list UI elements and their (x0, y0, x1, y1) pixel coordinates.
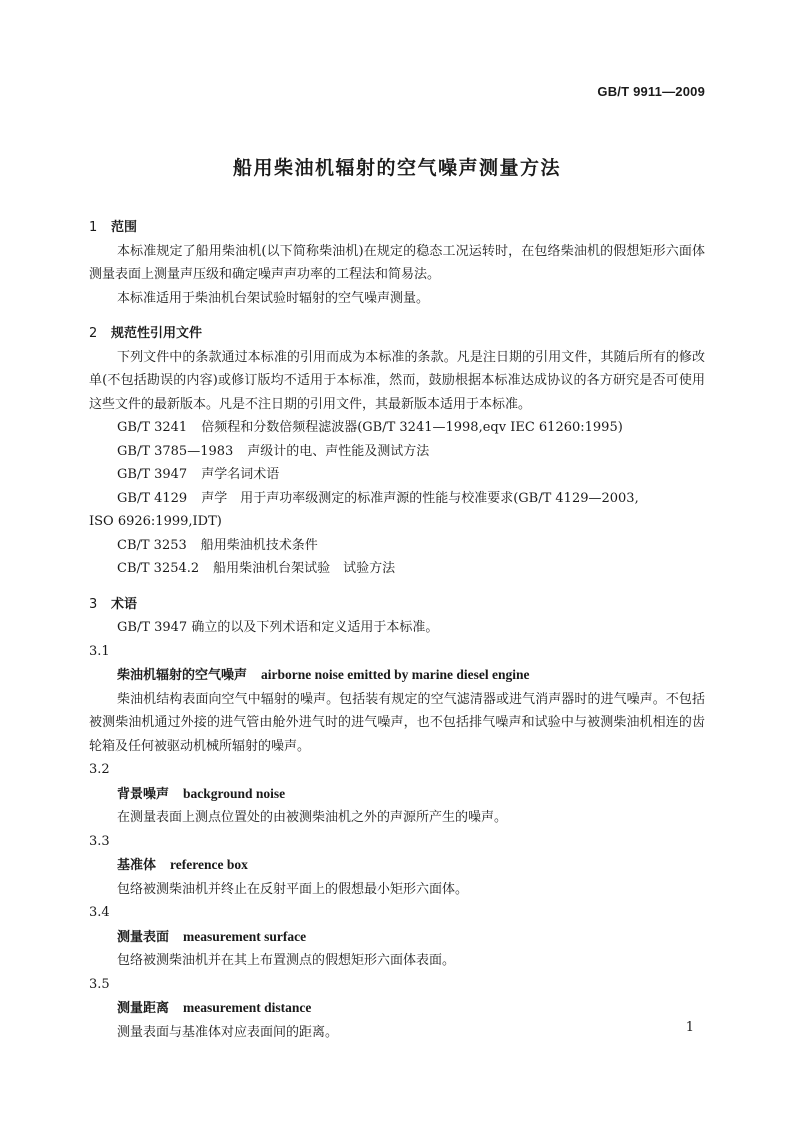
scope-paragraph-2: 本标准适用于柴油机台架试验时辐射的空气噪声测量。 (117, 290, 430, 306)
term-english: measurement distance (183, 1000, 312, 1015)
term-heading (89, 663, 705, 688)
section-number: 2 (89, 326, 98, 341)
term-chinese: 柴油机辐射的空气噪声 (117, 668, 248, 683)
section-number: 3 (89, 596, 98, 612)
scope-paragraph-1: 本标准规定了船用柴油机(以下简称柴油机)在规定的稳态工况运转时，在包络柴油机的假想矩形六面体测量表面上测量声压级和确定噪声声功率的工程法和简易法。 (89, 243, 705, 282)
term-english: reference box (170, 857, 248, 872)
term-chinese: 测量距离 (117, 1001, 170, 1016)
term-heading (89, 925, 705, 950)
term-english: background noise (183, 785, 286, 801)
term-number: 3.5 (89, 976, 110, 992)
reference-item (89, 487, 705, 511)
reference-title: 船用柴油机技术条件 (200, 537, 318, 553)
term-number: 3.3 (89, 833, 110, 849)
reference-code: GB/T 4129 (117, 490, 188, 506)
term-definition: 测量表面与基准体对应表面间的距离。 (117, 1024, 339, 1040)
standard-number: GB/T 9911—2009 (597, 84, 705, 99)
reference-continuation: ISO 6926:1999,IDT) (89, 514, 222, 529)
reference-title: 船用柴油机台架试验 试验方法 (213, 561, 396, 576)
term-definition: 包络被测柴油机并终止在反射平面上的假想最小矩形六面体。 (117, 881, 469, 897)
reference-item (89, 440, 705, 464)
reference-title: 声学 用于声功率级测定的标准声源的性能与校准要求(GB/T 4129—2003, (201, 490, 639, 506)
reference-item (89, 463, 705, 487)
term-chinese: 测量表面 (117, 929, 170, 945)
term-english: measurement surface (183, 928, 307, 944)
references-intro: 下列文件中的条款通过本标准的引用而成为本标准的条款。凡是注日期的引用文件，其随后所有的修改单(不包括勘误的内容)或修订版均不适用于本标准，然而，鼓励根据本标准达成协议的各方研究是否可使用这些文件的最新版本。凡是不注日期的引用文件，其最新版本适用于本标准。 (89, 349, 705, 412)
reference-code: CB/T 3254.2 (117, 561, 200, 576)
section-1-heading (89, 216, 705, 240)
document-title: 船用柴油机辐射的空气噪声测量方法 (232, 157, 561, 179)
terms-intro: GB/T 3947 确立的以及下列术语和定义适用于本标准。 (117, 620, 439, 635)
term-number: 3.2 (89, 762, 110, 777)
reference-title: 声学名词术语 (201, 467, 280, 482)
term-heading (89, 996, 705, 1021)
section-title: 规范性引用文件 (111, 326, 203, 341)
term-number: 3.4 (89, 905, 110, 920)
document-body (89, 214, 705, 1044)
term-number: 3.1 (89, 643, 110, 659)
reference-item (89, 557, 705, 581)
page-number: 1 (685, 1020, 694, 1035)
reference-code: CB/T 3253 (117, 537, 187, 553)
section-title: 术语 (111, 596, 138, 612)
term-definition: 在测量表面上测点位置处的由被测柴油机之外的声源所产生的噪声。 (117, 810, 508, 825)
reference-code: GB/T 3947 (117, 467, 188, 482)
section-3-heading (89, 593, 705, 617)
reference-code: GB/T 3785—1983 (117, 443, 234, 459)
section-title: 范围 (111, 220, 138, 235)
reference-code: GB/T 3241 (117, 420, 188, 435)
term-chinese: 基准体 (117, 858, 157, 873)
term-english: airborne noise emitted by marine diesel engine (261, 667, 530, 682)
section-number: 1 (89, 220, 98, 235)
section-2-heading (89, 322, 705, 346)
term-definition: 柴油机结构表面向空气中辐射的噪声。包括装有规定的空气滤清器或进气消声器时的进气噪声。不包括被测柴油机通过外接的进气管由舱外进气时的进气噪声，也不包括排气噪声和试验中与被测柴油机相连的齿轮箱及任何被驱动机械所辐射的噪声。 (89, 691, 705, 754)
term-heading (89, 853, 705, 878)
term-heading (89, 782, 705, 807)
term-chinese: 背景噪声 (117, 786, 170, 802)
reference-title: 声级计的电、声性能及测试方法 (247, 443, 430, 459)
term-definition: 包络被测柴油机并在其上布置测点的假想矩形六面体表面。 (117, 953, 456, 968)
reference-title: 倍频程和分数倍频程滤波器(GB/T 3241—1998,eqv IEC 61260:1995) (201, 420, 623, 435)
reference-item (89, 534, 705, 558)
reference-item (89, 416, 705, 440)
